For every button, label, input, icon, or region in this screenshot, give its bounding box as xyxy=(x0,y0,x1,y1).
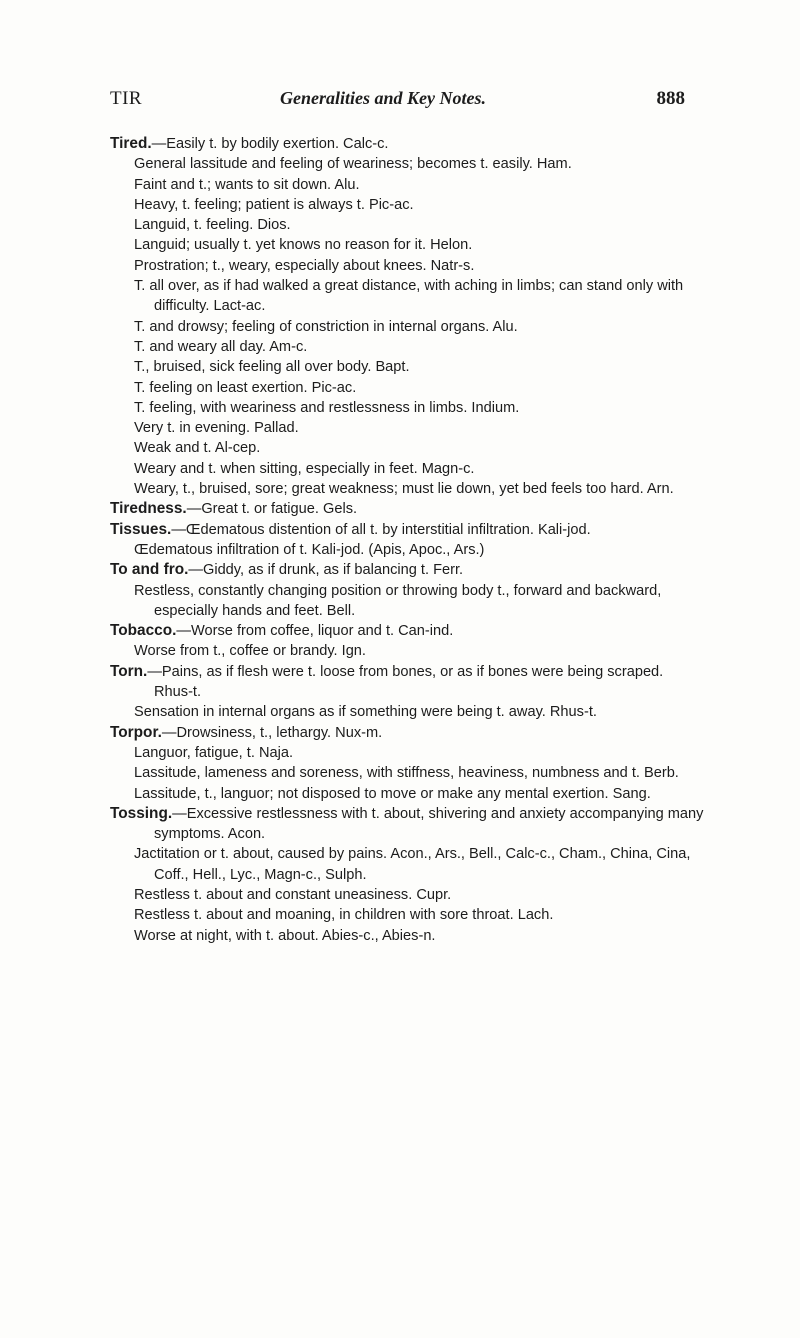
header-title: Generalities and Key Notes. xyxy=(280,88,486,108)
entry-text: Faint and t.; wants to sit down. Alu. xyxy=(134,176,360,193)
sub-entry xyxy=(110,581,705,622)
rubric-entry xyxy=(110,662,705,703)
entry-text: —Giddy, as if drunk, as if balancing t. Ferr. xyxy=(188,562,464,579)
sub-entry xyxy=(110,763,705,783)
entry-text: T. feeling, with weariness and restlessness in limbs. Indium. xyxy=(134,399,520,416)
entry-text: —Easily t. by bodily exertion. Calc-c. xyxy=(151,136,389,152)
entry-text: Sensation in internal organs as if something were being t. away. Rhus-t. xyxy=(134,704,597,721)
entry-text: Restless t. about and moaning, in children with sore throat. Lach. xyxy=(134,907,554,924)
sub-entry xyxy=(110,317,705,337)
sub-entry xyxy=(110,175,705,195)
entry-text: Languid; usually t. yet knows no reason for it. Helon. xyxy=(134,237,473,254)
rubric-heading: Tiredness. xyxy=(110,500,187,518)
entry-text: Very t. in evening. Pallad. xyxy=(134,420,299,437)
entry-text: —Great t. or fatigue. Gels. xyxy=(186,501,358,518)
sub-entry xyxy=(110,905,705,925)
sub-entry xyxy=(110,641,705,661)
entry-text: Lassitude, t., languor; not disposed to move or make any mental exertion. Sang. xyxy=(134,785,651,802)
rubric-entry xyxy=(110,560,705,580)
sub-entry xyxy=(110,195,705,215)
sub-entry xyxy=(110,235,705,255)
sub-entry xyxy=(110,154,705,174)
sub-entry xyxy=(110,256,705,276)
sub-entry xyxy=(110,337,705,357)
entry-text: Restless t. about and constant uneasiness. Cupr. xyxy=(134,886,452,903)
sub-entry xyxy=(110,276,705,317)
entry-text: Lassitude, lameness and soreness, with stiffness, heaviness, numbness and t. Berb. xyxy=(134,765,679,782)
entry-text: T. feeling on least exertion. Pic-ac. xyxy=(134,379,357,396)
entry-text: T. and weary all day. Am-c. xyxy=(134,338,308,355)
rubric-entry xyxy=(110,520,705,540)
sub-entry xyxy=(110,479,705,499)
entry-text: Restless, constantly changing position or throwing body t., forward and backward, especially hands and feet. Bell. xyxy=(134,582,662,619)
entry-text: Weak and t. Al-cep. xyxy=(134,440,261,457)
entry-text: T. all over, as if had walked a great distance, with aching in limbs; can stand only with difficulty. Lact-ac. xyxy=(134,278,684,315)
entry-text: Languid, t. feeling. Dios. xyxy=(134,217,291,234)
entry-text: Œdematous infiltration of t. Kali-jod. (Apis, Apoc., Ars.) xyxy=(134,541,485,558)
rubric-entry xyxy=(110,499,705,519)
sub-entry xyxy=(110,702,705,722)
sub-entry xyxy=(110,885,705,905)
entry-text: General lassitude and feeling of weariness; becomes t. easily. Ham. xyxy=(134,156,572,173)
sub-entry xyxy=(110,357,705,377)
sub-entry xyxy=(110,784,705,804)
sub-entry xyxy=(110,540,705,560)
entry-text: Weary and t. when sitting, especially in feet. Magn-c. xyxy=(134,460,475,477)
entry-text: T., bruised, sick feeling all over body. Bapt. xyxy=(134,359,410,376)
sub-entry xyxy=(110,215,705,235)
rubric-entry xyxy=(110,804,705,845)
entry-text: Weary, t., bruised, sore; great weakness; must lie down, yet bed feels too hard. Arn. xyxy=(134,481,674,498)
rubric-entry xyxy=(110,723,705,743)
rubric-entry xyxy=(110,134,705,154)
rubric-entry xyxy=(110,621,705,641)
sub-entry xyxy=(110,926,705,946)
rubric-heading: Tossing. xyxy=(110,804,173,822)
entry-text: T. and drowsy; feeling of constriction in internal organs. Alu. xyxy=(134,318,518,335)
rubric-heading: Torpor. xyxy=(110,723,162,741)
running-header xyxy=(110,88,685,116)
entry-text: —Excessive restlessness with t. about, shivering and anxiety accompanying many symptoms. Acon. xyxy=(154,805,704,843)
entry-text: —Worse from coffee, liquor and t. Can-ind. xyxy=(176,623,454,640)
entry-text: —Pains, as if flesh were t. loose from bones, or as if bones were being scraped. Rhus-t. xyxy=(147,663,664,701)
sub-entry xyxy=(110,398,705,418)
sub-entry xyxy=(110,378,705,398)
rubric-heading: Tired. xyxy=(110,135,152,152)
sub-entry xyxy=(110,844,705,885)
repertory-entries xyxy=(110,134,705,946)
sub-entry xyxy=(110,418,705,438)
entry-text: Heavy, t. feeling; patient is always t. Pic-ac. xyxy=(134,196,414,213)
entry-text: Worse at night, with t. about. Abies-c., Abies-n. xyxy=(134,927,436,944)
page-number: 888 xyxy=(656,88,685,109)
entry-text: Languor, fatigue, t. Naja. xyxy=(134,744,294,761)
entry-text: Prostration; t., weary, especially about knees. Natr-s. xyxy=(134,257,475,274)
entry-text: Worse from t., coffee or brandy. Ign. xyxy=(134,643,366,660)
entry-text: —Drowsiness, t., lethargy. Nux-m. xyxy=(161,724,383,741)
header-section-label: TIR xyxy=(110,88,143,109)
sub-entry xyxy=(110,743,705,763)
entry-text: —Œdematous distention of all t. by interstitial infiltration. Kali-jod. xyxy=(171,521,591,538)
rubric-heading: Tobacco. xyxy=(110,622,177,640)
sub-entry xyxy=(110,459,705,479)
rubric-heading: Tissues. xyxy=(110,520,172,538)
entry-text: Jactitation or t. about, caused by pains. Acon., Ars., Bell., Calc-c., Cham., China, Cina, Coff., Hell., Lyc., Magn-c., Sulph. xyxy=(134,846,691,883)
rubric-heading: To and fro. xyxy=(110,561,189,579)
sub-entry xyxy=(110,438,705,458)
rubric-heading: Torn. xyxy=(110,662,148,680)
